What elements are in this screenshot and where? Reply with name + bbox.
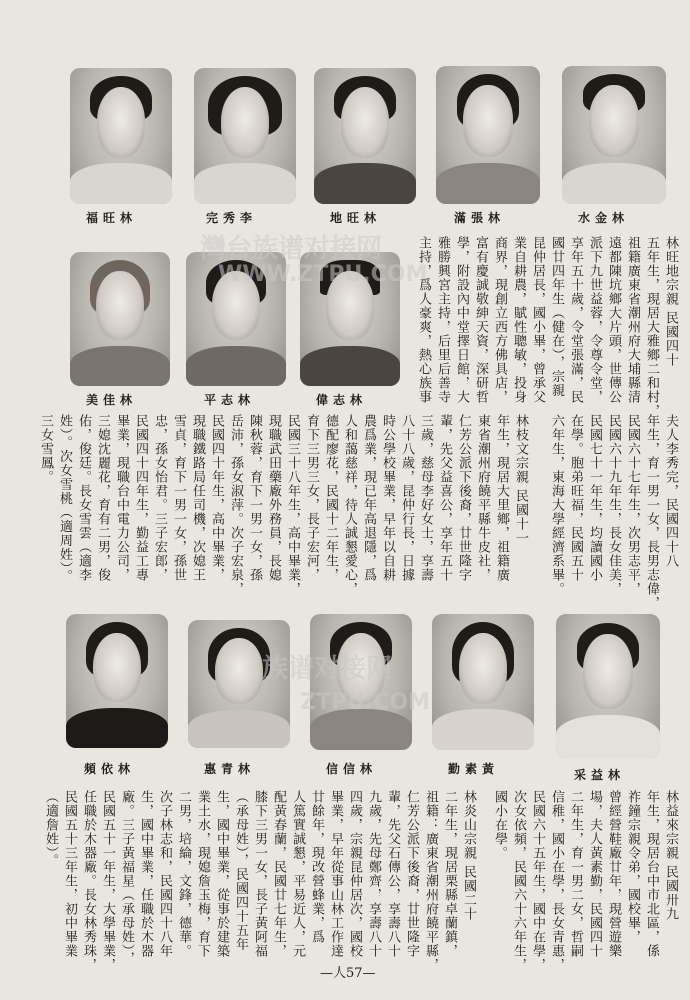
text-column: 姓）。次女雪桃（適周姓）。 <box>57 414 72 583</box>
portrait-photo <box>70 68 172 204</box>
text-column: 祖籍：廣東省潮州府饒平縣， <box>423 790 438 972</box>
text-column: 現職鐵路局任司機，次媳王 <box>190 414 205 582</box>
portrait-photo <box>556 614 660 758</box>
text-column: 民國七十一年生，均讀國小 <box>587 414 602 582</box>
text-column: 膝下三男一女，長子黃阿福 <box>252 790 267 958</box>
text-column: 國小在學。 <box>492 790 507 860</box>
text-column: 畢業，現職台中電力公司， <box>114 414 129 582</box>
text-column: 林枝文宗親 民國十一 <box>513 414 528 546</box>
caption-name: 偉志林 <box>316 393 368 407</box>
text-column: 次女依頻，民國六十六年生， <box>511 790 526 972</box>
text-column: 八十八歲，昆仲行長，日據 <box>399 414 414 582</box>
text-column: 任職於木器廠。長女林秀珠， <box>81 790 96 972</box>
text-column: 民國五十一年生，大學畢業， <box>100 790 115 972</box>
text-column: 農爲業，現已年高退隱，爲 <box>361 414 376 582</box>
text-column: 派下九世益蓉，令尊令堂， <box>587 236 602 404</box>
text-column: 生，國中畢業，從事於建築 <box>214 790 229 958</box>
portrait-photo <box>432 614 534 750</box>
text-column: 五年生，現居大雅鄉二和村， <box>644 236 659 418</box>
text-column: 林益來宗親 民國卅九 <box>663 790 678 922</box>
text-column: 東省潮州府饒平縣牛皮社， <box>475 414 490 582</box>
text-column: 國廿四年生（健在），宗親 <box>549 236 564 398</box>
caption-name: 福旺林 <box>86 211 138 225</box>
text-column: 雅勝興宮主持，后里后善寺 <box>435 236 450 404</box>
text-column: 年生，育一男一女，長男志偉， <box>644 414 659 610</box>
text-column: 民國六十七年生，次男志平， <box>625 414 640 596</box>
caption-name: 惠青林 <box>204 762 256 776</box>
text-column: 昆仲居長，國小畢，曾承父 <box>530 236 545 404</box>
text-column: （適詹姓）。 <box>43 790 58 868</box>
text-column: 林旺地宗親 民國四十 <box>663 236 678 368</box>
text-column: 四歲，宗親昆仲居次，國校 <box>347 790 362 958</box>
text-column: 輩，先父石傳公，享壽八十 <box>385 790 400 958</box>
portrait-photo <box>194 68 296 204</box>
text-column: 二年生，育一男二女，哲嗣 <box>568 790 583 958</box>
text-column: 民國六十九年生，長女佳美， <box>606 414 621 596</box>
text-column: 夫人李秀完，民國四十八 <box>663 414 678 568</box>
text-column: 時公學校畢業，早年以自耕 <box>380 414 395 582</box>
portrait-photo <box>436 66 540 204</box>
portrait-photo <box>70 252 170 386</box>
watermark-text: 灣台族谱对接网 <box>200 234 383 264</box>
text-column: 學，附設內中堂擇日館，大 <box>454 236 469 404</box>
text-column: 主持，爲人豪爽，熱心族事 <box>416 236 431 404</box>
text-column: 民國五十三年生，初中畢業 <box>62 790 77 958</box>
watermark-text: 族谱对接网 <box>262 654 393 684</box>
caption-name: 滿張林 <box>454 211 506 225</box>
text-column: 現職武田藥廠外務員，長媳 <box>266 414 281 582</box>
text-column: 三女雪鳳。 <box>38 414 53 484</box>
text-column: 六年生，東海大學經濟系畢。 <box>549 414 564 596</box>
watermark-url: ZTPU.COM <box>300 690 431 715</box>
text-column: 畢業，早年從事山林工作達 <box>328 790 343 958</box>
caption-name: 美佳林 <box>86 393 138 407</box>
text-column: 雪貞，育下一男一女，孫世 <box>171 414 186 582</box>
text-column: 廿餘年，現改營蜂業，爲 <box>309 790 324 944</box>
text-column: 岳沛，孫女淑萍。次子宏泉， <box>228 414 243 596</box>
text-column: 生，國中畢業，任職於木器 <box>138 790 153 958</box>
text-column: 仁芳公派下後裔，廿世隆字 <box>404 790 419 958</box>
text-column: 陳秋蓉，育下一男一女，孫 <box>247 414 262 582</box>
text-column: 二男，培綸，文鋒，德華。 <box>176 790 191 958</box>
text-column: 忠，孫女怡君。三子宏郎， <box>152 414 167 582</box>
text-column: 廠。三子黃福星（承母姓）， <box>119 790 134 966</box>
text-column: 民國四十年生，高中畢業， <box>209 414 224 582</box>
text-column: 仁芳公派下後裔，廿世隆字 <box>456 414 471 582</box>
watermark-url: WWW.ZTPU.COM <box>218 262 428 287</box>
text-column: 曾經營鞋廠廿年，現營遊樂 <box>606 790 621 958</box>
text-column: 遠都陳坑鄉大片頭，世傳公 <box>606 236 621 404</box>
text-column: 商界，現創立西方佛具店， <box>492 236 507 404</box>
portrait-photo <box>66 614 168 748</box>
text-column: 享年五十歲，令堂張滿，民 <box>568 236 583 404</box>
text-column: 年生，現居台中市北區，係 <box>644 790 659 958</box>
caption-name: 完秀李 <box>206 211 258 225</box>
text-column: 祚鐘宗親令弟，國校畢， <box>625 790 640 944</box>
caption-name: 信信林 <box>326 762 378 776</box>
text-column: 林炎山宗親 民國二十 <box>461 790 476 922</box>
caption-name: 頻依林 <box>84 762 136 776</box>
text-column: 人和藹慈祥，待人誠懇愛心， <box>342 414 357 596</box>
text-column: 三媳沈麗花，育有二男，俊 <box>95 414 110 582</box>
caption-name: 采益林 <box>574 768 626 782</box>
portrait-photo <box>314 68 416 204</box>
page-number: —人57— <box>320 966 376 981</box>
text-column: 場，夫人黃素勤，民國四十 <box>587 790 602 958</box>
text-column: （承母姓），民國四十五年 <box>233 790 248 952</box>
text-column: 九歲，先母鄭齊，享壽八十 <box>366 790 381 958</box>
caption-name: 平志林 <box>204 393 256 407</box>
caption-name: 地旺林 <box>330 211 382 225</box>
text-column: 富有慶誠敬紳天資，深研哲 <box>473 236 488 404</box>
text-column: 信稚，國小在學，長女青惠， <box>549 790 564 972</box>
text-column: 年生，現居大里鄉，祖籍廣 <box>494 414 509 582</box>
text-column: 民國四十四年生，勤益工專 <box>133 414 148 582</box>
text-column: 民國三十八年生，高中畢業， <box>285 414 300 596</box>
text-column: 德配廖花，民國十二年生， <box>323 414 338 582</box>
caption-name: 勤素黃 <box>448 762 500 776</box>
text-column: 育下三男三女，長子宏河， <box>304 414 319 582</box>
text-column: 輩，先父益喜公，享年五十 <box>437 414 452 582</box>
text-column: 二年生，現居栗縣卓蘭鎮， <box>442 790 457 958</box>
text-column: 業土水，現媳詹玉梅，育下 <box>195 790 210 958</box>
text-column: 配黃春蘭，民國廿七年生， <box>271 790 286 958</box>
caption-name: 水金林 <box>578 211 630 225</box>
text-column: 次子林志和，民國四十八年 <box>157 790 172 958</box>
text-column: 佑，俊廷。長女雪雲（適李 <box>76 414 91 582</box>
text-column: 在學。胞弟旺福，民國五十 <box>568 414 583 582</box>
text-column: 業自耕農，賦性聰敏，投身 <box>511 236 526 404</box>
portrait-photo <box>562 66 666 204</box>
text-column: 民國六十五年生，國中在學， <box>530 790 545 972</box>
text-column: 人篤實誠懇，平易近人，元 <box>290 790 305 958</box>
text-column: 祖籍廣東省潮州府大埔縣清 <box>625 236 640 404</box>
text-column: 三歲，慈母李好女士，享壽 <box>418 414 433 582</box>
